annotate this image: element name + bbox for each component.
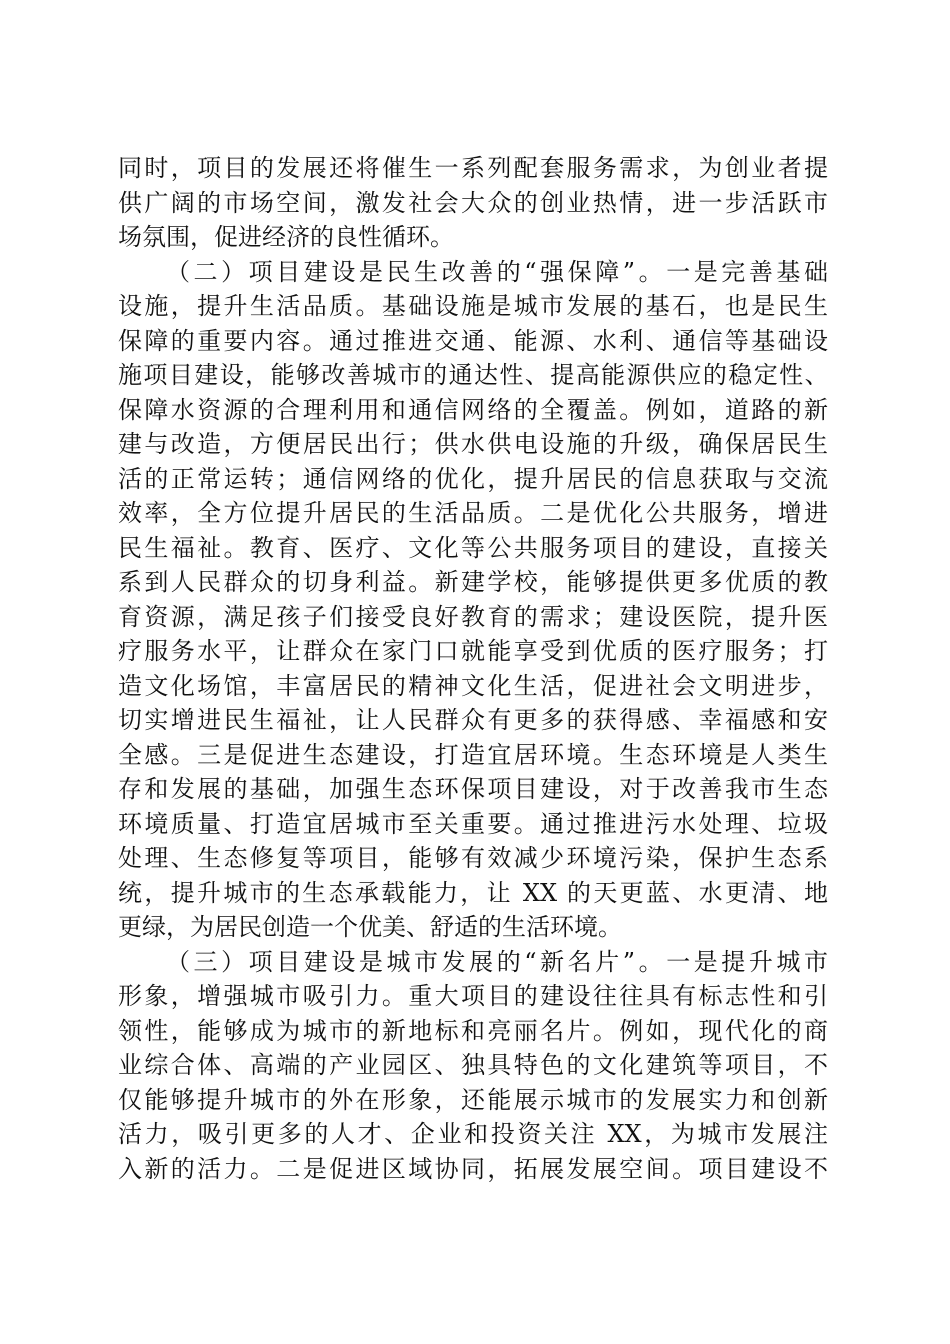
text-line: 保障水资源的合理利用和通信网络的全覆盖。例如，道路的新 — [118, 395, 828, 424]
text-line: 供广阔的市场空间，激发社会大众的创业热情，进一步活跃市 — [118, 188, 828, 217]
text-line: 民生福祉。教育、医疗、文化等公共服务项目的建设，直接关 — [118, 533, 828, 562]
section-heading-line: （三）项目建设是城市发展的“新名片”。一是提升城市 — [166, 947, 828, 976]
text-line: 环境质量、打造宜居城市至关重要。通过推进污水处理、垃圾 — [118, 809, 828, 838]
text-line: 建与改造，方便居民出行；供水供电设施的升级，确保居民生 — [118, 430, 828, 458]
text-line: 入新的活力。二是促进区域协同，拓展发展空间。项目建设不 — [118, 1154, 828, 1183]
text-line: 活的正常运转；通信网络的优化，提升居民的信息获取与交流 — [118, 464, 828, 493]
text-line: 业综合体、高端的产业园区、独具特色的文化建筑等项目，不 — [118, 1051, 828, 1079]
text-line: 效率，全方位提升居民的生活品质。二是优化公共服务，增进 — [118, 499, 828, 527]
text-line: 统，提升城市的生态承载能力，让 XX 的天更蓝、水更清、地 — [118, 878, 828, 907]
text-line: 场氛围，促进经济的良性循环。 — [118, 223, 454, 251]
text-line: 育资源，满足孩子们接受良好教育的需求；建设医院，提升医 — [118, 602, 828, 631]
text-line: 处理、生态修复等项目，能够有效减少环境污染，保护生态系 — [118, 844, 828, 872]
text-line: 存和发展的基础，加强生态环保项目建设，对于改善我市生态 — [118, 775, 828, 803]
text-line: 保障的重要内容。通过推进交通、能源、水利、通信等基础设 — [118, 326, 828, 355]
text-line: 设施，提升生活品质。基础设施是城市发展的基石，也是民生 — [118, 292, 828, 320]
text-line: 疗服务水平，让群众在家门口就能享受到优质的医疗服务；打 — [118, 637, 828, 665]
text-line: 施项目建设，能够改善城市的通达性、提高能源供应的稳定性、 — [118, 361, 828, 389]
text-line: 造文化场馆，丰富居民的精神文化生活，促进社会文明进步， — [118, 671, 828, 700]
text-line: 活力，吸引更多的人才、企业和投资关注 XX，为城市发展注 — [118, 1120, 828, 1148]
text-line: 领性，能够成为城市的新地标和亮丽名片。例如，现代化的商 — [118, 1016, 828, 1045]
text-line: 仅能够提升城市的外在形象，还能展示城市的发展实力和创新 — [118, 1085, 828, 1114]
text-line: 系到人民群众的切身利益。新建学校，能够提供更多优质的教 — [118, 568, 828, 596]
section-heading-line: （二）项目建设是民生改善的“强保障”。一是完善基础 — [166, 257, 828, 286]
text-line: 切实增进民生福祉，让人民群众有更多的获得感、幸福感和安 — [118, 706, 828, 734]
body-text — [118, 151, 828, 1186]
text-line: 全感。三是促进生态建设，打造宜居环境。生态环境是人类生 — [118, 740, 828, 769]
text-line: 更绿，为居民创造一个优美、舒适的生活环境。 — [118, 913, 622, 941]
text-line: 同时，项目的发展还将催生一系列配套服务需求，为创业者提 — [118, 154, 828, 182]
text-line: 形象，增强城市吸引力。重大项目的建设往往具有标志性和引 — [118, 982, 828, 1010]
